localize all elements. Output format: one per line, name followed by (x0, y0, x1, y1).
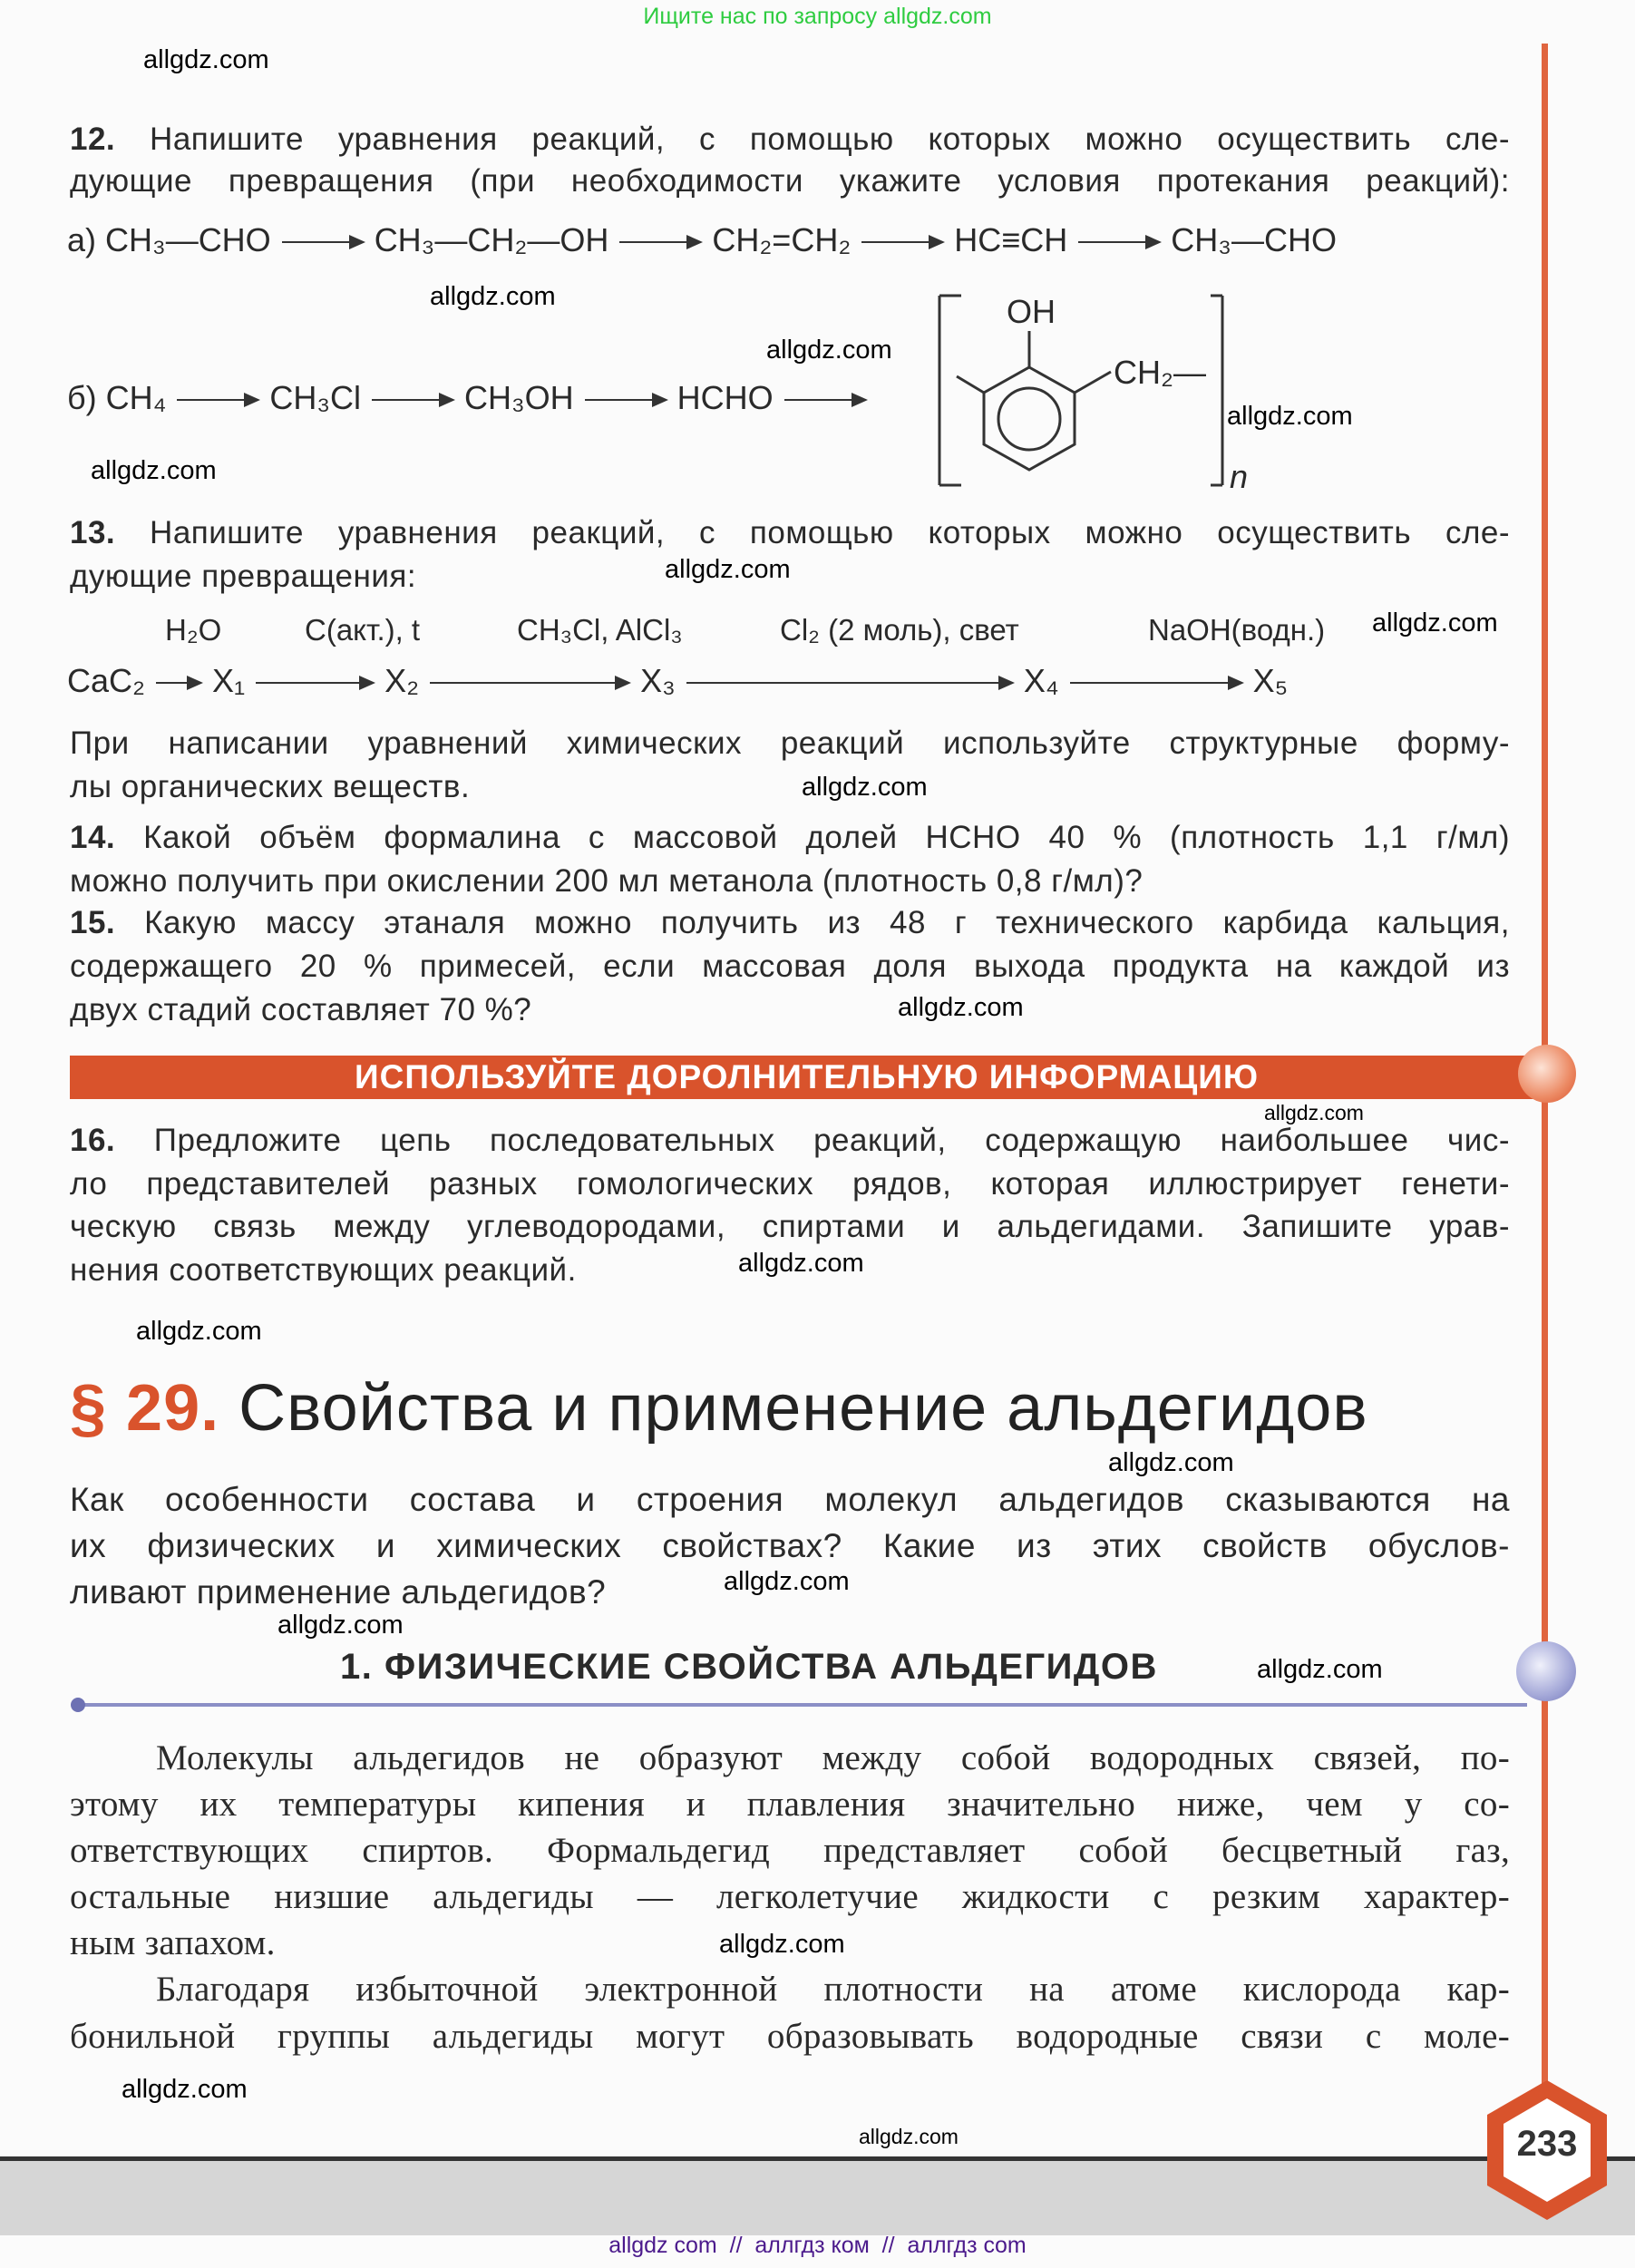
condition-3: CH₃Cl, AlCl₃ (517, 613, 683, 647)
watermark: allgdz.com (277, 1611, 404, 1640)
chain-b: б) CH₄ CH₃Cl CH₃OH HCHO (67, 379, 877, 417)
condition-2: C(акт.), t (305, 613, 421, 647)
condition-5: NaOH(водн.) (1148, 613, 1326, 647)
body-line-4: остальные низшие альдегиды — легколетучие жидкости с резким характер- (70, 1877, 1510, 1916)
polymer-n: n (1230, 458, 1249, 495)
watermark: allgdz.com (122, 2075, 248, 2104)
watermark: allgdz.com (719, 1930, 845, 1959)
task13-note-2: лы органических веществ. (70, 769, 471, 804)
watermark: allgdz.com (1264, 1101, 1364, 1124)
watermark: allgdz.com (738, 1249, 864, 1278)
task14-line-2: можно получить при окислении 200 мл метанола (плотность 0,8 г/мл)? (70, 863, 1144, 899)
task15-line-3: двух стадий составляет 70 %? (70, 992, 532, 1027)
condition-4: Cl₂ (2 моль), свет (780, 613, 1019, 647)
watermark: allgdz.com (665, 555, 791, 584)
extra-info-banner-label: ИСПОЛЬЗУЙТЕ ДОРОЛНИТЕЛЬНУЮ ИНФОРМАЦИЮ (355, 1058, 1259, 1095)
rule-dot (71, 1698, 85, 1712)
intro-line-1: Как особенности состава и строения молекул альдегидов сказываются на (70, 1481, 1510, 1518)
task16-line-4: нения соответствующих реакций. (70, 1252, 577, 1288)
body-line-6: Благодаря избыточной электронной плотности на атоме кислорода кар- (156, 1970, 1510, 2009)
top-banner[interactable]: Ищите нас по запросу allgdz.com (643, 4, 992, 29)
task13-line-1: 13. Напишите уравнения реакций, с помощью которых можно осуществить сле- (70, 515, 1510, 550)
body-line-1: Молекулы альдегидов не образуют между собой водородных связей, по- (156, 1738, 1510, 1777)
task13-line-2: дующие превращения: (70, 559, 417, 594)
watermark: allgdz.com (91, 456, 217, 485)
watermark: allgdz.com (1257, 1655, 1383, 1684)
bottom-band (0, 2156, 1635, 2235)
subsection-rule (76, 1703, 1527, 1707)
banner-circle-icon (1518, 1045, 1576, 1103)
watermark: allgdz.com (1372, 608, 1498, 638)
task15-line-2: содержащего 20 % примесей, если массовая доля выхода продукта на каждой из (70, 949, 1510, 984)
watermark: allgdz.com (1108, 1448, 1234, 1477)
page-number: 233 (1516, 2124, 1578, 2164)
body-line-5: ным запахом. (70, 1923, 276, 1962)
task12-line-1: 12. Напишите уравнения реакций, с помощью которых можно осуществить сле- (70, 122, 1510, 157)
extra-info-banner (70, 1056, 1543, 1099)
condition-1: H₂O (165, 613, 222, 647)
chain-a: а) CH₃—CHO CH₃—CH₂—OH CH₂=CH₂ HC≡CH CH₃—CHO (67, 221, 1337, 258)
watermark: allgdz.com (766, 336, 892, 365)
watermark: allgdz.com (136, 1317, 262, 1346)
subsection-heading: 1. ФИЗИЧЕСКИЕ СВОЙСТВА АЛЬДЕГИДОВ (340, 1647, 1158, 1687)
subsection-circle-icon (1516, 1641, 1576, 1701)
watermark: allgdz.com (724, 1567, 850, 1596)
watermark: allgdz.com (1227, 402, 1353, 431)
task13-note-1: При написании уравнений химических реакций используйте структурные форму- (70, 725, 1510, 761)
watermark: allgdz.com (802, 773, 928, 802)
section-number: § 29. (70, 1372, 220, 1445)
body-line-2: этому их температуры кипения и плавления значительно ниже, чем у со- (70, 1785, 1510, 1824)
section-title: Свойства и применение альдегидов (238, 1372, 1368, 1445)
polymer-ch2: CH₂— (1114, 354, 1206, 391)
chain-13: CaC₂ X₁ X₂ X₃ X₄ X₅ (67, 662, 1289, 699)
intro-line-2: их физических и химических свойствах? Какие из этих свойств обуслов- (70, 1527, 1510, 1564)
watermark: allgdz.com (859, 2125, 959, 2148)
section-heading (70, 1371, 1368, 1445)
watermark: allgdz.com (898, 993, 1024, 1022)
phenol-formaldehyde-polymer-structure (934, 290, 1224, 499)
task16-line-2: ло представителей разных гомологических рядов, которая иллюстрирует генети- (70, 1166, 1510, 1202)
polymer-oh: OH (1007, 293, 1056, 330)
task16-line-3: ческую связь между углеводородами, спиртами и альдегидами. Запишите урав- (70, 1209, 1510, 1244)
intro-line-3: ливают применение альдегидов? (70, 1573, 607, 1611)
task16-line-1: 16. Предложите цепь последовательных реакций, содержащую наибольшее чис- (70, 1123, 1510, 1158)
watermark: allgdz.com (430, 282, 556, 311)
watermark: allgdz.com (143, 45, 269, 74)
body-line-7: бонильной группы альдегиды могут образовывать водородные связи с моле- (70, 2017, 1510, 2056)
task14-line-1: 14. Какой объём формалина с массовой долей HCHO 40 % (плотность 1,1 г/мл) (70, 820, 1510, 855)
footer-links[interactable]: allgdz com // аллгдз ком // аллгдз com (608, 2233, 1027, 2258)
task12-line-2: дующие превращения (при необходимости укажите условия протекания реакций): (70, 163, 1510, 199)
task15-line-1: 15. Какую массу этаналя можно получить из 48 г технического карбида кальция, (70, 905, 1510, 940)
body-line-3: ответствующих спиртов. Формальдегид представляет собой бесцветный газ, (70, 1831, 1510, 1870)
